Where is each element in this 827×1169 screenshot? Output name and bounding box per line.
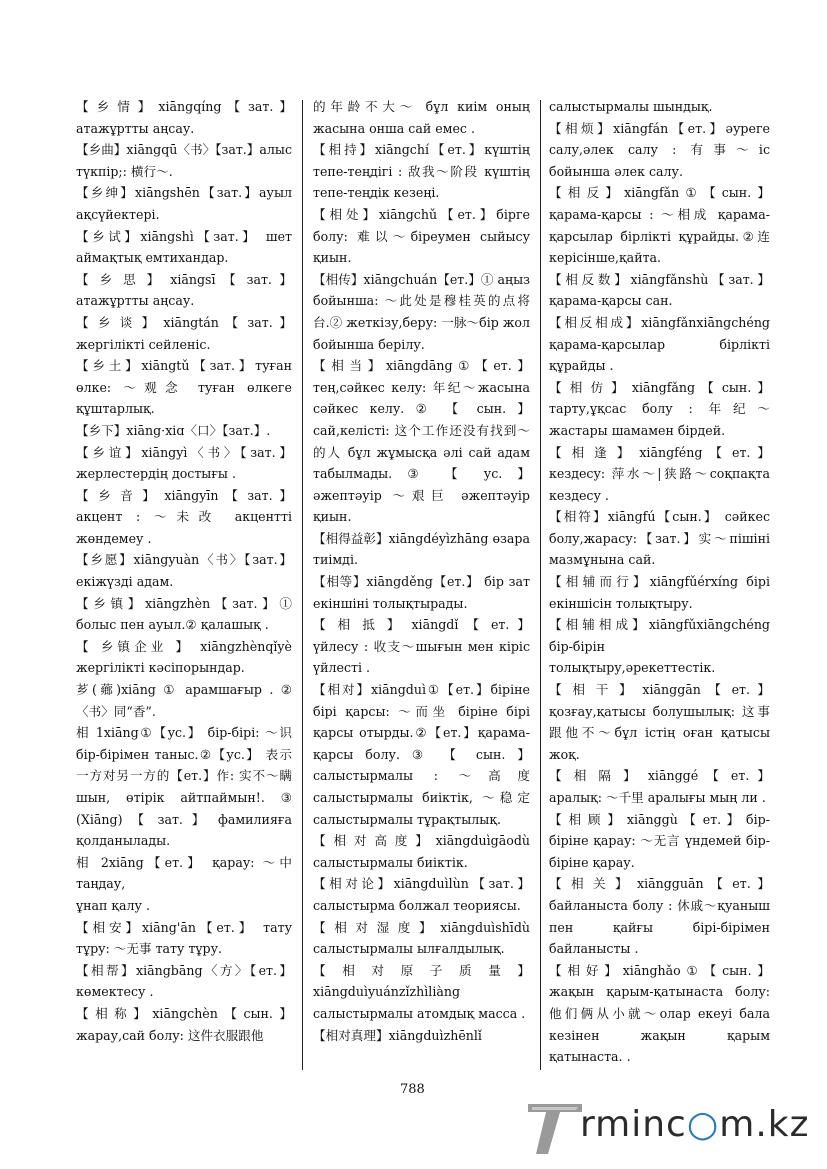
dictionary-entry: 【 相 逢 】 xiāngféng 【 ет. 】 кездесу: 萍水～|狭路～соқпақта кездесу . xyxy=(549,444,770,503)
site-logo[interactable] xyxy=(524,1098,816,1156)
dictionary-entry: 【相安】xiāng'ān【ет.】 тату тұру: ～无事 тату тұру. xyxy=(76,919,292,957)
dictionary-entry: 【相帮】xiāngbāng〈方〉【ет.】 көмектесу . xyxy=(76,962,292,1000)
dictionary-entry: 【相对湿度】xiāngduìshīdù салыстырмалы ылғалдылық. xyxy=(313,919,530,957)
dictionary-entry: 【 相 仿 】 xiāngfǎng 【 сын. 】 тарту,ұқсас болу : 年纪～ жастары шамамен бірдей. xyxy=(549,379,770,438)
dictionary-entry: 【相传】xiāngchuán【ет.】① аңыз бойынша: ～此处是穆桂英的点将台.② жеткізу,беру: 一脉～бір жол бойынша берілу. xyxy=(313,271,530,352)
dictionary-entry: 【相辅而行】xiāngfǔérxíng бірі екіншісін толықтыру. xyxy=(549,574,770,611)
dictionary-entry: 【 乡镇企业 】 xiāngzhènqǐyè жергілікті кәсіпорындар. xyxy=(76,638,292,676)
dictionary-entry: 【乡土】xiāngtǔ【зат.】туған өлке: ～观念 туған өлкеге құштарлық. xyxy=(76,358,292,417)
dictionary-entry: 【乡曲】xiāngqū〈书〉【зат.】алыс түкпір;: 横行～. xyxy=(76,142,292,179)
dictionary-entry: 【相处】xiāngchǔ【ет.】бірге болу: 难以～біреумен сыйысу қиын. xyxy=(313,206,530,266)
dictionary-entry: 【相烦】xiāngfán【ет.】әуреге салу,әлек салу : 有事～іс бойынша әлек салу. xyxy=(549,120,770,179)
logo-text: rminc○m.kz xyxy=(580,1104,810,1145)
dictionary-entry: 【 乡 思 】 xiāngsī 【 зат. 】 атажұртты аңсау. xyxy=(76,271,292,309)
column-divider xyxy=(302,100,303,1070)
dictionary-entry: 【相反】xiāngfǎn①【сын.】 қарама-қарсы : ～相成 қарама-қарсылар бірлікті құрайды.②连 керісінше,қайта. xyxy=(549,185,770,266)
dictionary-column-3 xyxy=(549,96,770,1068)
dictionary-entry: 【相得益彰】xiāngdéyìzhāng өзара тиімді. xyxy=(313,530,530,568)
dictionary-entry: 【 相 对 原 子 质 量 】 xiāngduìyuánzǐzhìliàng салыстырмалы атомдық масса . xyxy=(313,962,530,1021)
dictionary-entry: 【相对】xiāngduì①【ет.】біріне бірі қарсы: ～而坐 біріне бірі қарсы отырды.②【ет.】қарама-қарсы болу. ③ 【 сын. 】 салыстырмалы : ～高度 салыстырмалы биіктік, ～稳定 салыстырмалы тұрақтылық. xyxy=(313,682,530,827)
dictionary-entry: 【相好】xiānghǎo①【сын.】 жақын қарым-қатынаста болу: 他们俩从小就～олар екеуі бала кезінен жақын қарым қатынаста. . xyxy=(549,962,770,1065)
logo-t-mark-icon xyxy=(524,1098,584,1156)
dictionary-entry: 【相符】xiāngfú【сын.】 сәйкес болу,жарасу:【зат.】实～пішіні мазмұнына сай. xyxy=(549,509,770,568)
dictionary-entry: 【乡谊】xiāngyì〈书〉【зат.】 жерлестердің достығы . xyxy=(76,444,292,482)
dictionary-entry: 【相对论】xiāngduìlùn【зат.】 салыстырма болжал теориясы. xyxy=(313,876,530,913)
dictionary-entry: 【乡愿】xiāngyuàn〈书〉【зат.】 екіжүзді адам. xyxy=(76,552,292,590)
dictionary-entry: 相 1xiāng①【ус.】 бір-бірі: ～识 бір-бірімен таныс.②【ус.】 表示一方对另一方的【ет.】作: 实不～瞒 шын, өтірік айтпаймын!. ③ (Xiāng) 【 зат. 】 фамилияға қолданылады. xyxy=(76,725,292,849)
dictionary-entry: 【 相 干 】 xiānggān 【 ет. 】 қозғау,қатысы болушылық: 这事跟他不～бұл істің оған қатысы жоқ. xyxy=(549,682,770,762)
dictionary-entry: 【相等】xiāngděng【ет.】 бір зат екіншіні толықтырады. xyxy=(313,574,530,611)
dictionary-entry: 【 相 顾 】 xiānggù 【 ет. 】 бір-біріне қарау: ～无言 үндемей бір-біріне қарау. xyxy=(549,811,770,870)
dictionary-entry: 【相反相成】xiāngfǎnxiāngchéng қарама-қарсылар бірлікті құрайды . xyxy=(549,314,770,374)
dictionary-entry: 【乡下】xiāng·xiɑ〈口〉【зат.】. xyxy=(76,422,271,438)
dictionary-entry: 【乡镇】xiāngzhèn【зат.】① болыс пен ауыл.② қалашық . xyxy=(76,595,292,633)
dictionary-entry: 【 乡 谈 】 xiāngtán 【 зат. 】 жергілікті сейленіс. xyxy=(76,314,292,352)
dictionary-entry: 【 相 抵 】 xiāngdǐ 【 ет. 】 үйлесу : 收支～шығын мен кіріс үйлесті . xyxy=(313,617,530,676)
dictionary-entry: 【相持】xiāngchí【ет.】күштің тепе-теңдігі : 敌我～阶段 күштің тепе-теңдік кезеңі. xyxy=(313,142,530,201)
dictionary-entry: 【相对高度】xiāngduìgāodù салыстырмалы биіктік. xyxy=(313,833,530,870)
column-divider xyxy=(540,100,541,1070)
dictionary-entry: 【相称】xiāngchèn【сын.】 жарау,сай болу: 这件衣服跟他 xyxy=(76,1005,292,1043)
page-number: 788 xyxy=(400,1082,425,1097)
dictionary-entry: 【相反数】xiāngfǎnshù【зат.】 қарама-қарсы сан. xyxy=(549,271,770,309)
dictionary-entry: 【 相 隔 】 xiānggé 【 ет. 】 аралық: ～千里 аралығы мың ли . xyxy=(549,768,770,805)
dictionary-entry: 【 乡 音 】 xiāngyīn 【 зат. 】 акцент : ～未改 акцентті жөндемеу . xyxy=(76,487,292,546)
dictionary-entry: салыстырмалы шындық. xyxy=(549,99,713,114)
dictionary-entry: 的年龄不大～ бұл киім оның жасына онша сай емес . xyxy=(313,99,530,136)
dictionary-entry: 【乡试】xiāngshì【зат.】 шет аймақтық емтихандар. xyxy=(76,228,292,266)
dictionary-entry: 【相对真理】xiāngduìzhēnlǐ xyxy=(313,1027,482,1043)
dictionary-entry: 【 乡 情 】 xiāngqíng 【 зат. 】 атажұртты аңсау. xyxy=(76,99,292,136)
dictionary-entry: 芗(薌)xiāng ① арамшағыр . ②〈书〉同“香”. xyxy=(76,682,292,719)
dictionary-entry: ұнап қалу . xyxy=(76,897,150,913)
dictionary-entry: 【乡绅】xiāngshēn【зат.】ауыл ақсүйектері. xyxy=(76,185,292,222)
dictionary-column-2 xyxy=(313,96,530,1046)
dictionary-entry: 【相当】xiāngdāng①【ет.】 тең,сәйкес келу: 年纪～жасына сәйкес келу. ② 【 сын. 】 сай,келісті: 这个工作还没有找到～的人 бұл жұмысқа әлі сай адам табылмады. ③ 【 ус. 】 әжептәуір ～艰巨 әжептәуір қиын. xyxy=(313,358,530,525)
dictionary-entry: 相 2xiāng【ет.】 қарау: ～中 таңдау, xyxy=(76,854,292,892)
dictionary-entry: 【相辅相成】xiāngfǔxiāngchéng бір-бірін толықтыру,әрекеттестік. xyxy=(549,617,770,676)
dictionary-column-1 xyxy=(76,96,292,1046)
dictionary-entry: 【 相 关 】 xiāngguān 【 ет. 】 байланыста болу : 休戚～қуаныш пен қайғы бірі-бірімен байланысты . xyxy=(549,876,770,957)
